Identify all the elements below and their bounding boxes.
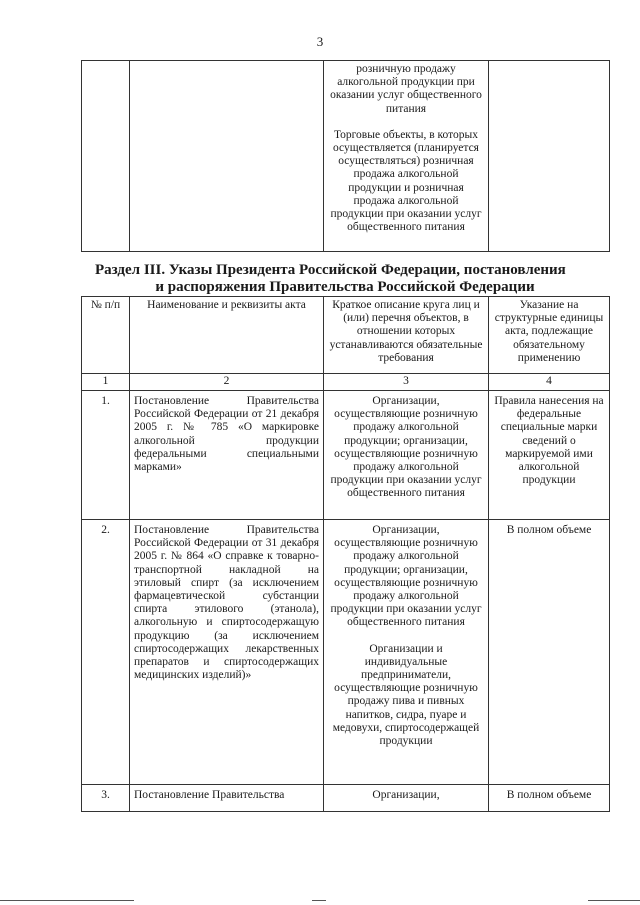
header-cell: Наименование и реквизиты акта [130, 297, 324, 374]
description [324, 520, 489, 785]
table-header-row [82, 297, 610, 374]
objects-text-2: Торговые объекты, в которых осуществляется (планируется осуществляться) розничная продажа алкогольной продукции и розничная продажа алкогольной продукции при оказании услуг общественного питания [330, 128, 482, 234]
description [324, 785, 489, 812]
header-cell: № п/п [82, 297, 130, 374]
header-cell: Краткое описание круга лиц и (или) перечня объектов, в отношении которых устанавливаются обязательные требования [324, 297, 489, 374]
column-number: 4 [489, 374, 610, 391]
page-number: 3 [316, 34, 324, 49]
column-number: 3 [324, 374, 489, 391]
table-row [82, 520, 610, 785]
row-number: 3. [82, 785, 130, 812]
empty-cell [130, 61, 324, 252]
scan-edge-line [312, 900, 326, 901]
section-title-line2: и распоряжения Правительства Российской Федерации [155, 279, 535, 295]
structural-units: В полном объеме [489, 785, 610, 812]
header-cell: Указание на структурные единицы акта, подлежащие обязательному применению [489, 297, 610, 374]
column-number-row [82, 374, 610, 391]
description-text: Организации и индивидуальные предприниматели, осуществляющие розничную продажу пива и пивных напитков, сидра, пуаре и медовухи, спиртосодержащей продукции [332, 642, 480, 748]
empty-cell [82, 61, 130, 252]
description-text: Организации, [372, 789, 440, 801]
objects-text-1: розничную продажу алкогольной продукции при оказании услуг общественного питания [330, 63, 482, 115]
row-number: 1. [82, 391, 130, 520]
act-name: Постановление Правительства Российской Федерации от 21 декабря 2005 г. № 785 «О маркировке алкогольной продукции федеральными специальными марками» [130, 391, 324, 520]
row-number: 2. [82, 520, 130, 785]
act-name: Постановление Правительства [130, 785, 324, 812]
section-title [95, 262, 595, 296]
table-row [82, 391, 610, 520]
requirements-table [81, 296, 610, 812]
continuation-table [81, 60, 610, 252]
scan-edge-line [588, 900, 640, 901]
description-text: Организации, осуществляющие розничную продажу алкогольной продукции; организации, осуществляющие розничную продажу алкогольной продукции при оказании услуг общественного питания [330, 524, 482, 629]
act-name: Постановление Правительства Российской Федерации от 31 декабря 2005 г. № 864 «О справке к товарно-транспортной накладной на этиловый спирт (за исключением фармацевтической субстанции спирта этилового (этанола), алкогольную и спиртосодержащую продукцию (за исключением спиртосодержащих лекарственных препаратов и спиртосодержащих медицинских изделий)» [130, 520, 324, 785]
column-number: 1 [82, 374, 130, 391]
section-title-line1: Раздел III. Указы Президента Российской Федерации, постановления [95, 262, 566, 278]
description-text: Организации, осуществляющие розничную продажу алкогольной продукции; организации, осуществляющие розничную продажу алкогольной продукции при оказании услуг общественного питания [330, 395, 482, 500]
objects-cell [324, 61, 489, 252]
empty-cell [489, 61, 610, 252]
description [324, 391, 489, 520]
structural-units: Правила нанесения на федеральные специальные марки сведений о маркируемой ими алкогольной продукции [489, 391, 610, 520]
column-number: 2 [130, 374, 324, 391]
table-row [82, 785, 610, 812]
scan-edge-line [0, 900, 134, 901]
structural-units: В полном объеме [489, 520, 610, 785]
